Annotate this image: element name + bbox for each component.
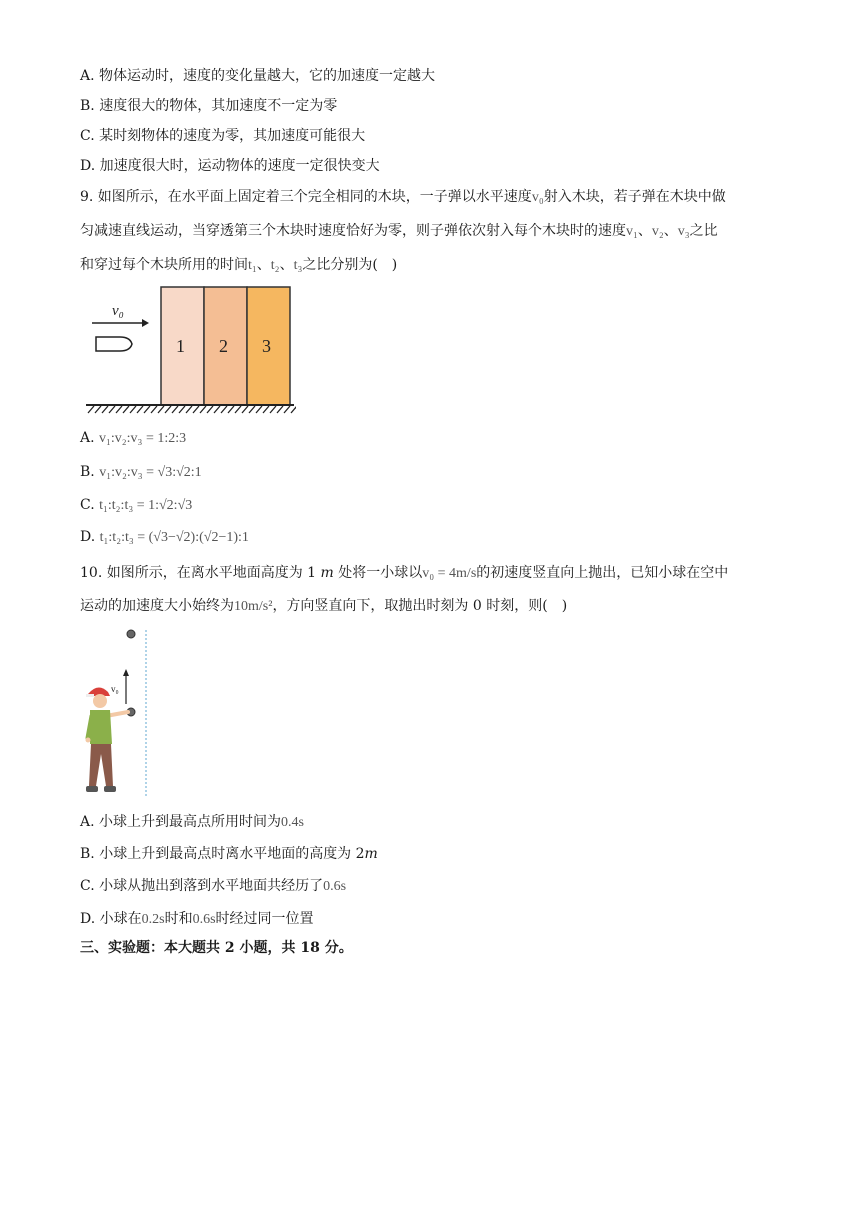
q10-option-d [80, 909, 314, 930]
option-label: C. [80, 497, 100, 513]
q8-option-a: A. 物体运动时，速度的变化量越大，它的加速度一定越大 [80, 68, 436, 84]
q10-option-a [80, 812, 304, 833]
q10-unit-m: m [364, 846, 378, 862]
q9-stem-text: 和穿过每个木块所用的时间 [80, 257, 248, 273]
q10-math-v0: v₀ = 4m/s [422, 566, 477, 581]
q9-math-t2: t₂ [270, 258, 280, 273]
q10-figure-ball-throw [78, 626, 158, 800]
q10-option-b [80, 844, 378, 864]
q10-option-d-text: 时经过同一位置 [215, 911, 314, 927]
q10-stem-text: 处将一小球以 [333, 565, 423, 581]
q10-option-d-text: 时和 [164, 911, 193, 927]
q10-option-d-text: D. 小球在 [80, 911, 142, 927]
q10-stem-line2 [80, 596, 567, 617]
option-label: B. [80, 464, 100, 480]
q8-option-c: C. 某时刻物体的速度为零，其加速度可能很大 [80, 128, 366, 144]
q10-option-c-math: 0.6s [323, 879, 347, 894]
q9-sep: 、 [279, 257, 294, 273]
q10-unit-m: m [320, 565, 334, 581]
fig-v0-label: v₀ [112, 303, 124, 319]
q9-stem-line1 [80, 187, 726, 208]
q9-math-v1: v₁ [626, 224, 638, 239]
q10-math-accel: 10m/s² [234, 599, 273, 614]
arrowhead-icon [142, 319, 149, 327]
q10-option-d-math2: 0.6s [192, 912, 216, 927]
q9-math-t1: t₁ [248, 258, 257, 273]
q9-sep: 、 [256, 257, 271, 273]
q10-option-a-math: 0.4s [281, 815, 304, 830]
q9-math-v2: v₂ [651, 224, 664, 239]
q9-option-a-math: v₁:v₂:v₃ = 1:2:3 [99, 431, 187, 446]
q9-option-b [80, 462, 202, 483]
q9-stem-line3 [80, 255, 397, 276]
q10-stem-text: 的初速度竖直向上抛出，已知小球在空中 [476, 565, 729, 581]
q9-stem-text: 之比分别为( ) [302, 257, 398, 273]
fig-v0-label: v₀ [111, 684, 119, 694]
q9-option-b-math: v₁:v₂:v₃ = √3:√2:1 [99, 465, 202, 480]
q9-stem-text: 之比 [689, 223, 718, 239]
q9-option-c-math: t₁:t₂:t₃ = 1:√2:√3 [99, 498, 193, 513]
block-2-label: 2 [219, 336, 228, 356]
q10-option-a-text: A. 小球上升到最高点所用时间为 [80, 814, 282, 830]
q9-stem-text: 射入木块，若子弹在木块中做 [543, 189, 726, 205]
q9-option-a [80, 428, 186, 449]
q10-stem-text: ，方向竖直向下，取抛出时刻为 0 时刻，则( ) [272, 598, 568, 614]
arrowhead-icon [123, 669, 129, 676]
q9-option-c [80, 495, 192, 516]
q9-math-v3: v₃ [677, 224, 690, 239]
q9-option-d-math: t₁:t₂:t₃ = (√3−√2):(√2−1):1 [99, 530, 249, 545]
ground-hatch [88, 406, 296, 413]
q9-math-t3: t₃ [293, 258, 303, 273]
q9-option-d [80, 527, 249, 548]
person-icon [86, 687, 129, 792]
q9-stem-line2 [80, 221, 718, 242]
q9-math-v0: v₀ [531, 190, 544, 205]
q9-stem-text: 9. 如图所示，在水平面上固定着三个完全相同的木块，一子弹以水平速度 [80, 189, 532, 205]
q10-stem-text: 10. 如图所示，在离水平地面高度为 1 [80, 565, 321, 581]
q10-stem-text: 运动的加速度大小始终为 [80, 598, 234, 614]
q10-stem-line1 [80, 563, 728, 584]
q9-stem-text: 匀减速直线运动，当穿透第三个木块时速度恰好为零，则子弹依次射入每个木块时的速度 [80, 223, 626, 239]
bullet-icon [96, 337, 132, 351]
option-label: D. [80, 529, 100, 545]
q9-sep: 、 [663, 223, 678, 239]
ball-top-icon [127, 630, 135, 638]
block-3-label: 3 [262, 336, 271, 356]
option-label: A. [80, 430, 100, 446]
q10-option-c-text: C. 小球从抛出到落到水平地面共经历了 [80, 878, 324, 894]
q8-option-b: B. 速度很大的物体，其加速度不一定为零 [80, 98, 338, 114]
section-3-heading: 三、实验题：本大题共 2 小题，共 18 分。 [80, 940, 353, 956]
q10-option-b-text: B. 小球上升到最高点时离水平地面的高度为 2 [80, 846, 365, 862]
q8-option-d: D. 加速度很大时，运动物体的速度一定很快变大 [80, 158, 380, 174]
q9-figure-bullet-blocks [84, 284, 296, 416]
q10-option-c [80, 876, 346, 897]
block-1-label: 1 [176, 336, 185, 356]
q9-sep: 、 [637, 223, 652, 239]
q10-option-d-math1: 0.2s [141, 912, 165, 927]
